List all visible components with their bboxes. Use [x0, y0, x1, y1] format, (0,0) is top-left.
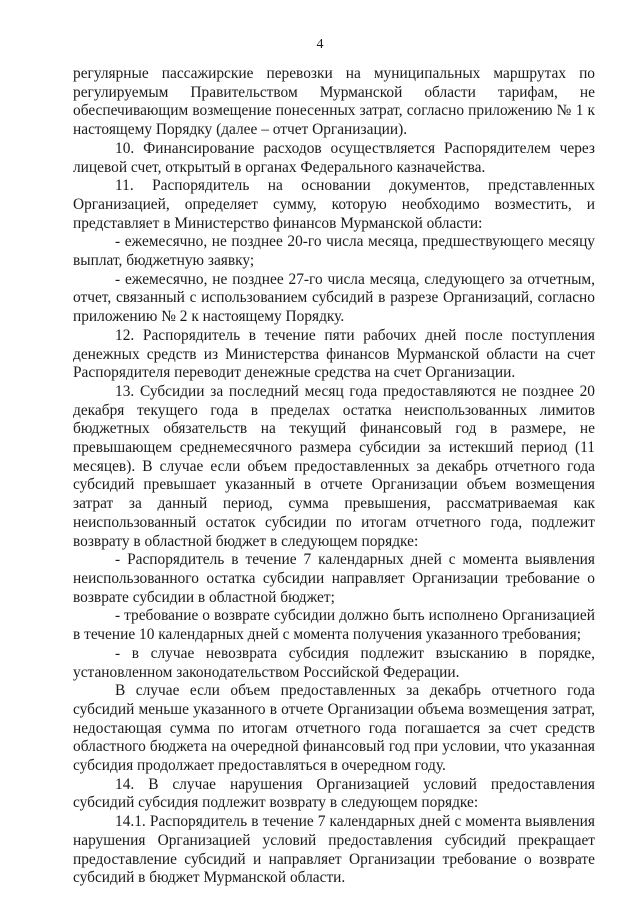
paragraph-13-item-3: - в случае невозврата субсидия подлежит взысканию в порядке, установленном законодательством Российской Федерации. — [73, 644, 595, 681]
document-body — [73, 65, 595, 888]
paragraph-14-1: 14.1. Распорядитель в течение 7 календарных дней с момента выявления нарушения Организацией условий предоставления субсидий прекращает предоставление субсидий и направляет Организации требование о возврате субсидий в бюджет Мурманской области. — [73, 813, 595, 887]
paragraph-11-item-1: - ежемесячно, не позднее 20-го числа месяца, предшествующего месяцу выплат, бюджетную заявку; — [73, 233, 595, 270]
paragraph-12: 12. Распорядитель в течение пяти рабочих дней после поступления денежных средств из Министерства финансов Мурманской области на счет Распорядителя переводит денежные средства на счет Организации. — [73, 326, 595, 382]
paragraph-13-item-2: - требование о возврате субсидии должно быть исполнено Организацией в течение 10 календарных дней с момента получения указанного требования; — [73, 607, 595, 644]
paragraph-13-item-1: - Распорядитель в течение 7 календарных дней с момента выявления неиспользованного остатка субсидии направляет Организации требование о возврате субсидии в областной бюджет; — [73, 551, 595, 606]
paragraph-13: 13. Субсидии за последний месяц года предоставляются не позднее 20 декабря текущего года в пределах остатка неиспользованных лимитов бюджетных обязательств на текущий финансовый год в размере, не превышающем среднемесячного размера субсидии за истекший период (11 месяцев). В случае если объем предоставленных за декабрь отчетного года субсидий превышает указанный в отчете Организации объем возмещения затрат за данный период, сумма превышения, рассматриваемая как неиспользованный остаток субсидии по итогам отчетного года, подлежит возврату в областной бюджет в следующем порядке: — [73, 382, 595, 550]
paragraph-13-shortfall: В случае если объем предоставленных за декабрь отчетного года субсидий меньше указанного в отчете Организации объема возмещения затрат, недостающая сумма по итогам отчетного года погашается за счет средств областного бюджета на очередной финансовый год при условии, что указанная субсидия продолжает предоставляться в очередном году. — [73, 682, 595, 775]
paragraph-14: 14. В случае нарушения Организацией условий предоставления субсидий субсидия подлежит возврату в следующем порядке: — [73, 775, 595, 812]
page-number: 4 — [316, 37, 324, 52]
paragraph-10: 10. Финансирование расходов осуществляется Распорядителем через лицевой счет, открытый в органах Федерального казначейства. — [73, 139, 595, 176]
paragraph-11: 11. Распорядитель на основании документов, представленных Организацией, определяет сумму, которую необходимо возместить, и представляет в Министерство финансов Мурманской области: — [73, 177, 595, 232]
paragraph-11-item-2: - ежемесячно, не позднее 27-го числа месяца, следующего за отчетным, отчет, связанный с использованием субсидий в разрезе Организаций, согласно приложению № 2 к настоящему Порядку. — [73, 270, 595, 326]
paragraph-continuation: регулярные пассажирские перевозки на муниципальных маршрутах по регулируемым Правительством Мурманской области тарифам, не обеспечивающим возмещение понесенных затрат, согласно приложению № 1 к настоящему Порядку (далее – отчет Организации). — [73, 65, 595, 139]
